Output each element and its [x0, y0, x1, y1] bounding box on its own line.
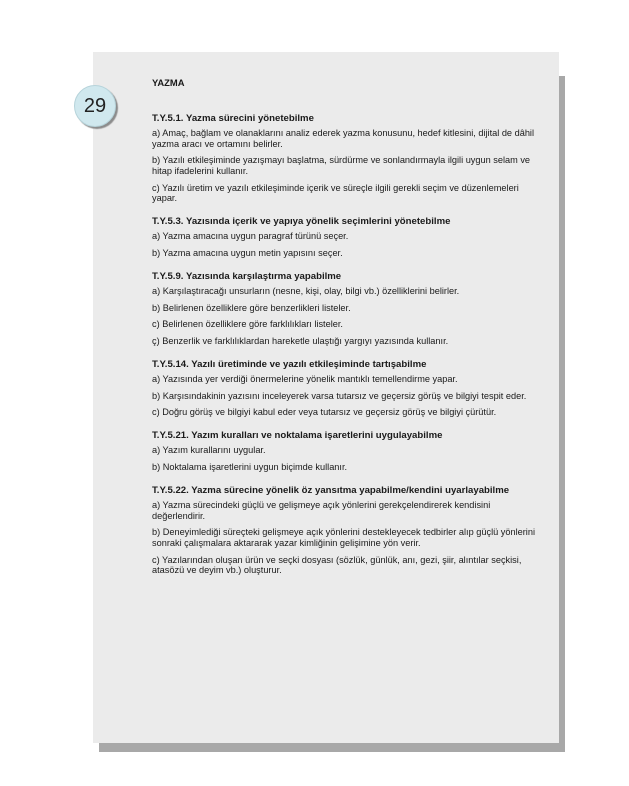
section-item: c) Belirlenen özelliklere göre farklılıkları listeler.: [152, 319, 343, 330]
section-ty-5-21: [152, 431, 542, 473]
section-item: c) Yazılarından oluşan ürün ve seçki dosyası (sözlük, günlük, anı, gezi, şiir, alıntılar seçkisi, atasözü ve deyim vb.) oluşturur.: [152, 554, 522, 576]
section-item: a) Amaç, bağlam ve olanaklarını analiz ederek yazma konusunu, hedef kitlesini, dijital de dâhil yazma aracı ve ortamını belirler.: [152, 128, 535, 149]
section-item: c) Yazılı üretim ve yazılı etkileşiminde içerik ve süreçle ilgili gerekli seçim ve düzenlemeleri yapar.: [152, 182, 519, 204]
section-item: b) Yazılı etkileşiminde yazışmayı başlatma, sürdürme ve sonlandırmayla ilgili uygun selam ve hitap ifadelerini kullanır.: [152, 155, 531, 176]
section-heading: T.Y.5.3. Yazısında içerik ve yapıya yönelik seçimlerini yönetebilme: [152, 215, 451, 227]
section-item: c) Doğru görüş ve bilgiyi kabul eder veya tutarsız ve geçersiz görüş ve bilgiyi çürütür.: [152, 407, 497, 418]
section-item: b) Belirlenen özelliklere göre benzerlikleri listeler.: [152, 302, 351, 313]
section-ty-5-22: [152, 486, 542, 576]
section-item: a) Yazma amacına uygun paragraf türünü seçer.: [152, 231, 349, 242]
section-item: a) Yazım kurallarını uygular.: [152, 445, 266, 456]
section-item: b) Yazma amacına uygun metin yapısını seçer.: [152, 247, 343, 258]
section-ty-5-3: [152, 217, 542, 259]
section-ty-5-14: [152, 360, 542, 418]
section-item: a) Yazısında yer verdiği önermelerine yönelik mantıklı temellendirme yapar.: [152, 374, 458, 385]
section-item: a) Karşılaştıracağı unsurların (nesne, kişi, olay, bilgi vb.) özelliklerini belirler.: [152, 286, 460, 297]
page-number: 29: [83, 94, 107, 117]
section-item: ç) Benzerlik ve farklılıklardan hareketle ulaştığı yargıyı yazısında kullanır.: [152, 335, 449, 346]
document-title: YAZMA: [152, 77, 185, 88]
section-heading: T.Y.5.9. Yazısında karşılaştırma yapabilme: [152, 270, 342, 282]
section-heading: T.Y.5.1. Yazma sürecini yönetebilme: [152, 112, 314, 124]
section-heading: T.Y.5.21. Yazım kuralları ve noktalama işaretlerini uygulayabilme: [152, 429, 443, 441]
section-item: b) Karşısındakinin yazısını inceleyerek varsa tutarsız ve geçersiz görüş ve bilgiyi tespit eder.: [152, 390, 527, 401]
document-content: [152, 78, 542, 589]
section-item: a) Yazma sürecindeki güçlü ve gelişmeye açık yönlerini gerekçelendirerek kendisini değerlendirir.: [152, 500, 491, 521]
section-item: b) Deneyimlediği süreçteki gelişmeye açık yönlerini destekleyecek tedbirler alıp güçlü yönlerini sonraki çalışmalara aktararak yazar kimliğinin gelişimine yön verir.: [152, 527, 535, 549]
section-heading: T.Y.5.22. Yazma sürecine yönelik öz yansıtma yapabilme/kendini uyarlayabilme: [152, 484, 510, 496]
page-number-badge: [74, 85, 116, 127]
section-ty-5-9: [152, 272, 542, 347]
section-ty-5-1: [152, 114, 542, 204]
section-heading: T.Y.5.14. Yazılı üretiminde ve yazılı etkileşiminde tartışabilme: [152, 358, 427, 370]
section-item: b) Noktalama işaretlerini uygun biçimde kullanır.: [152, 462, 348, 473]
